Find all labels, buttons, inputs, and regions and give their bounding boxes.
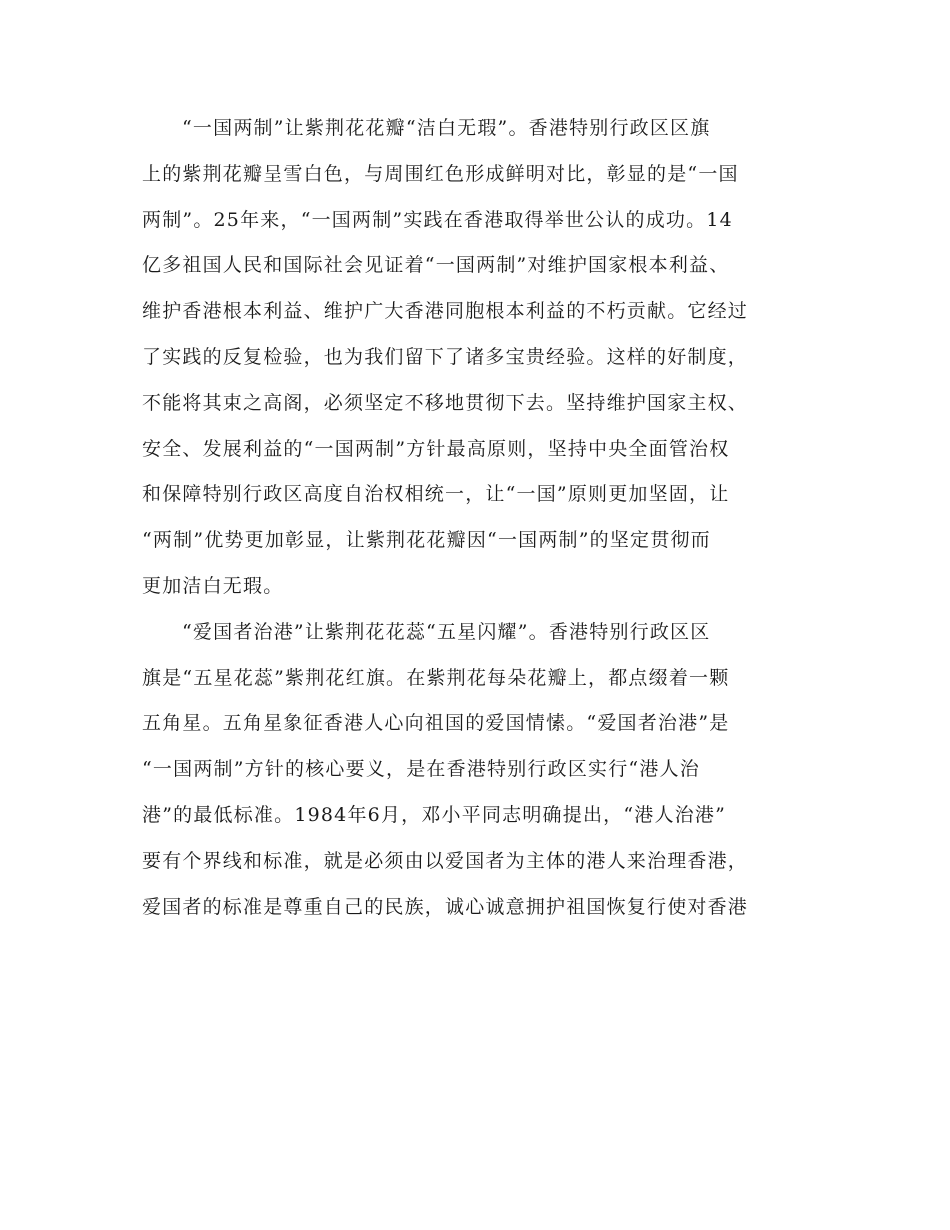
paragraph-line: 不能将其束之高阁，必须坚定不移地贯彻下去。坚持维护国家主权、 — [142, 391, 749, 414]
paragraph-line: 两制”。25年来，“一国两制”实践在香港取得举世公认的成功。14 — [142, 208, 733, 231]
paragraph-line: 更加洁白无瑕。 — [142, 574, 284, 597]
document-body — [142, 106, 810, 930]
paragraph-line: 安全、发展利益的“一国两制”方针最高原则，坚持中央全面管治权 — [142, 437, 730, 460]
paragraph-line: 五角星。五角星象征香港人心向祖国的爱国情愫。“爱国者治港”是 — [142, 712, 730, 735]
paragraph-two — [142, 610, 810, 931]
paragraph-line: “两制”优势更加彰显，让紫荆花花瓣因“一国两制”的坚定贯彻而 — [142, 529, 711, 552]
paragraph-line: 和保障特别行政区高度自治权相统一，让“一国”原则更加坚固，让 — [142, 483, 730, 506]
paragraph-one — [142, 106, 810, 610]
paragraph-line: 要有个界线和标准，就是必须由以爱国者为主体的港人来治理香港， — [142, 849, 749, 872]
paragraph-line: 了实践的反复检验，也为我们留下了诸多宝贵经验。这样的好制度， — [142, 345, 749, 368]
paragraph-line: “爱国者治港”让紫荆花花蕊“五星闪耀”。香港特别行政区区 — [182, 620, 711, 643]
paragraph-line: 维护香港根本利益、维护广大香港同胞根本利益的不朽贡献。它经过 — [142, 300, 749, 323]
paragraph-line: 亿多祖国人民和国际社会见证着“一国两制”对维护国家根本利益、 — [142, 254, 730, 277]
paragraph-line: 港”的最低标准。1984年6月，邓小平同志明确提出，“港人治港” — [142, 803, 726, 826]
paragraph-line: 上的紫荆花瓣呈雪白色，与周围红色形成鲜明对比，彰显的是“一国 — [142, 162, 739, 185]
paragraph-line: “一国两制”方针的核心要义，是在香港特别行政区实行“港人治 — [142, 758, 700, 781]
paragraph-line: “一国两制”让紫荆花花瓣“洁白无瑕”。香港特别行政区区旗 — [182, 117, 711, 139]
paragraph-line: 旗是“五星花蕊”紫荆花红旗。在紫荆花每朵花瓣上，都点缀着一颗 — [142, 666, 730, 689]
paragraph-line: 爱国者的标准是尊重自己的民族，诚心诚意拥护祖国恢复行使对香港 — [142, 895, 749, 918]
